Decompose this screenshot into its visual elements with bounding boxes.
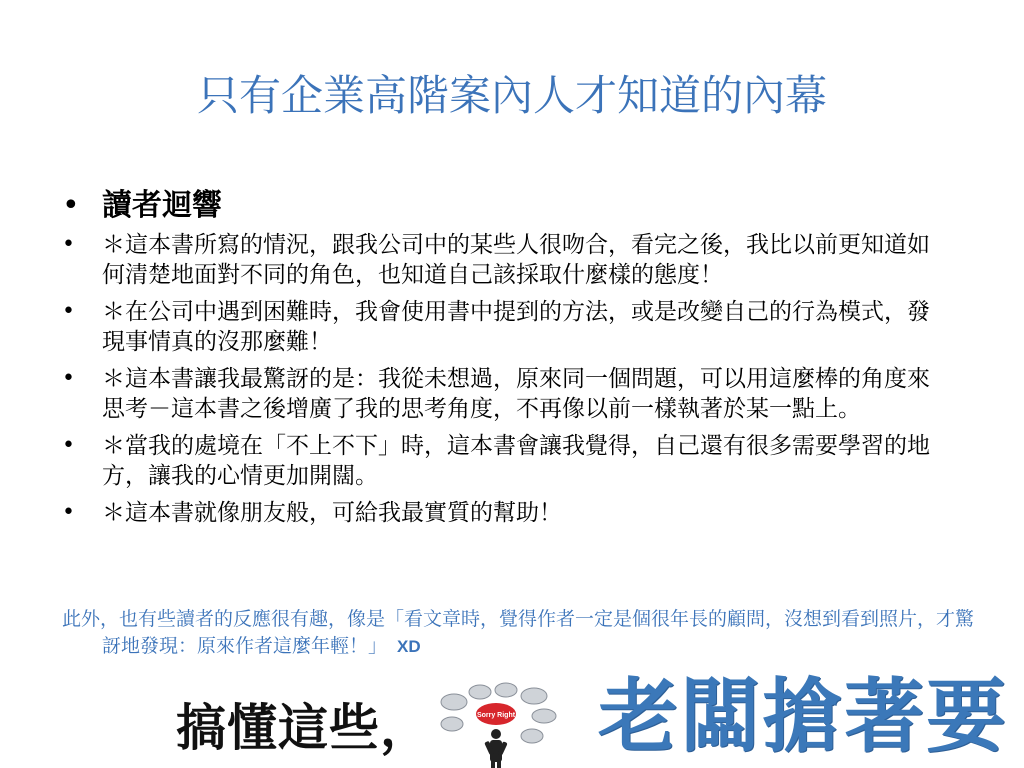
- bullet-item: [62, 431, 952, 491]
- bullet-list: [62, 186, 952, 535]
- person-icon: [484, 729, 508, 768]
- speech-bubbles-person-illustration: [432, 680, 564, 768]
- bullet-item: [62, 364, 952, 424]
- bullet-item: [62, 230, 952, 290]
- bullet-dot: •: [62, 232, 75, 257]
- bullet-item-heading: [62, 186, 952, 226]
- bullet-dot: •: [62, 299, 75, 324]
- bullet-item: [62, 498, 952, 528]
- bullet-text: ＊當我的處境在「不上不下」時，這本書會讓我覺得，自己還有很多需要學習的地方，讓我的心情更加開闊。: [102, 433, 930, 489]
- bullet-text: ＊這本書讓我最驚訝的是：我從未想過，原來同一個問題，可以用這麼棒的角度來思考－這本書之後增廣了我的思考角度，不再像以前一樣執著於某一點上。: [102, 366, 930, 422]
- bullet-dot: •: [62, 433, 75, 458]
- bullet-dot: •: [62, 188, 80, 223]
- bullet-text: ＊在公司中遇到困難時，我會使用書中提到的方法，或是改變自己的行為模式，發現事情真的沒那麼難！: [102, 299, 930, 355]
- bullet-text: ＊這本書所寫的情況，跟我公司中的某些人很吻合，看完之後，我比以前更知道如何清楚地面對不同的角色，也知道自己該採取什麼樣的態度！: [102, 232, 930, 288]
- bullet-dot: •: [62, 366, 75, 391]
- highlight-bubble-label: Sorry Right: [476, 712, 516, 719]
- reader-note: [62, 606, 992, 660]
- bullet-item: [62, 297, 952, 357]
- banner-right-text: 老闆搶著要: [598, 670, 1008, 763]
- slide-title: 只有企業高階案內人才知道的內幕: [196, 71, 827, 120]
- banner-left-text: 搞懂這些，: [176, 699, 431, 757]
- bullet-dot: •: [62, 500, 75, 525]
- bullet-text: ＊這本書就像朋友般，可給我最實質的幫助！: [102, 500, 562, 526]
- reader-note-text: 此外，也有些讀者的反應很有趣，像是「看文章時，覺得作者一定是個很年長的顧問，沒想到看到照片，才驚訝地發現：原來作者這麼年輕！」: [62, 608, 975, 657]
- reader-note-suffix: XD: [397, 637, 421, 656]
- bullet-text: 讀者迴響: [102, 188, 222, 223]
